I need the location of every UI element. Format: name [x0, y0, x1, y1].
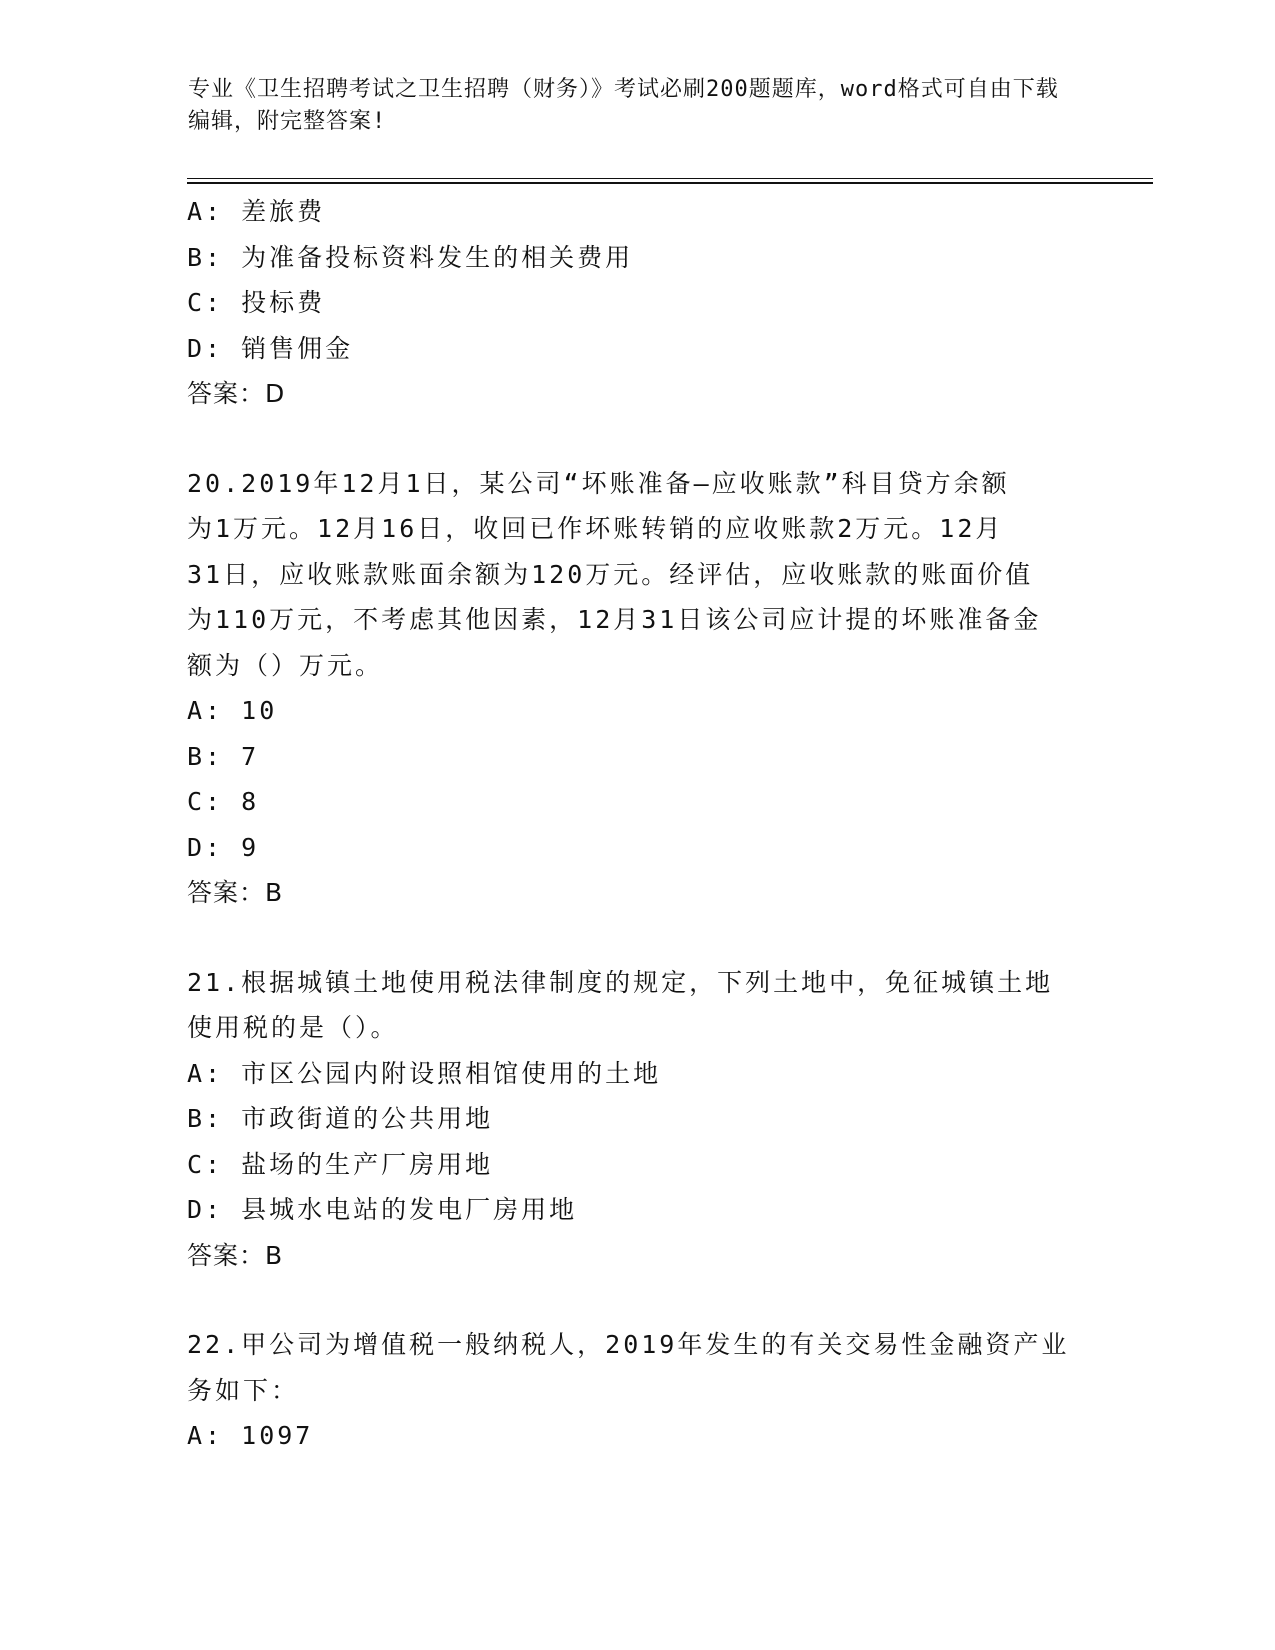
answer: 答案：D [187, 379, 286, 408]
question-22 [187, 1322, 1087, 1459]
option-a: A: 1097 [187, 1421, 314, 1450]
option-a: A: 市区公园内附设照相馆使用的土地 [187, 1058, 662, 1088]
header-intro-text: 专业《卫生招聘考试之卫生招聘（财务）》考试必刷200题题库，word格式可自由下载编辑，附完整答案! [188, 77, 1059, 134]
option-d: D: 销售佣金 [187, 333, 354, 363]
question-text-line: 20.2019年12月1日，某公司“坏账准备—应收账款”科目贷方余额 [187, 468, 1010, 498]
question-19 [187, 189, 1087, 417]
option-a: A: 差旅费 [187, 197, 326, 226]
question-text-line: 使用税的是（）。 [187, 1013, 399, 1042]
spacer [187, 417, 1087, 461]
option-d: D: 9 [187, 832, 260, 862]
option-b: B: 7 [187, 741, 260, 771]
question-21 [187, 960, 1087, 1279]
question-text-line: 22.甲公司为增值税一般纳税人，2019年发生的有关交易性金融资产业 [187, 1330, 1070, 1359]
question-20 [187, 461, 1087, 916]
question-text-line: 额为（）万元。 [187, 650, 384, 680]
question-text-line: 为110万元，不考虑其他因素，12月31日该公司应计提的坏账准备金 [187, 605, 1042, 634]
header-divider-thin [187, 178, 1153, 179]
option-c: C: 8 [187, 787, 260, 816]
option-c: C: 盐场的生产厂房用地 [187, 1149, 494, 1179]
question-text-line: 为1万元。12月16日，收回已作坏账转销的应收账款2万元。12月 [187, 514, 1004, 543]
option-a: A: 10 [187, 696, 278, 725]
question-text-line: 21.根据城镇土地使用税法律制度的规定，下列土地中，免征城镇土地 [187, 967, 1054, 997]
spacer [187, 1278, 1087, 1322]
question-text-line: 31日，应收账款账面余额为120万元。经评估，应收账款的账面价值 [187, 559, 1034, 589]
answer: 答案：B [187, 1240, 284, 1270]
option-b: B: 市政街道的公共用地 [187, 1104, 494, 1133]
option-c: C: 投标费 [187, 288, 326, 317]
document-header [188, 74, 1068, 138]
option-b: B: 为准备投标资料发生的相关费用 [187, 242, 634, 272]
spacer [187, 916, 1087, 960]
header-divider-thick [187, 182, 1153, 184]
answer: 答案：B [187, 878, 284, 907]
option-d: D: 县城水电站的发电厂房用地 [187, 1195, 578, 1224]
question-list [187, 189, 1087, 1459]
question-text-line: 务如下： [187, 1375, 300, 1405]
